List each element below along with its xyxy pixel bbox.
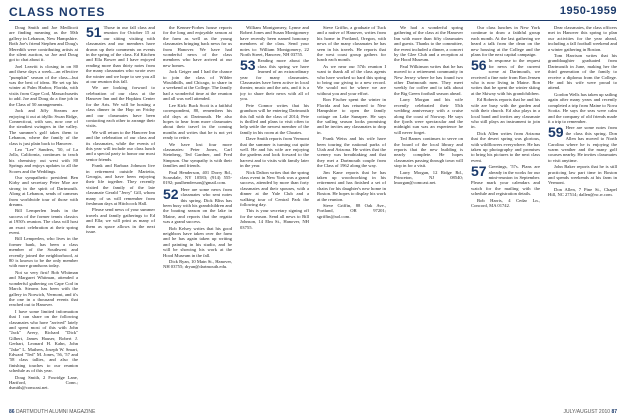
- magazine-name: DARTMOUTH ALUMNI MAGAZINE: [15, 409, 96, 415]
- class-note-text: Those in our fall class and reunion for October 15 at our sitting visiting with classmates and our members have drawn up their comments on events in the spring of the class. Ed Kitchen and Ella Bower and I have enjoyed reading more than thirty notes from the many classmates who wrote over the winter and we hope to see you all at our reunion this fall.: [86, 25, 155, 85]
- class-note-text: Bob Kelsey writes that his good neighbors have taken over the farm and he has again taken up writing and painting in his studio, and he will be showing his work at the Hood Museum in the fall.: [163, 225, 232, 258]
- header-rule: [9, 20, 617, 21]
- footer-right: [564, 409, 617, 415]
- class-note-text: Leo "Lee" Sanders, '50, of La Jolla, California, continues to teach his chemistry out west with 80 Springs and enjoys updates to all the Scores and the Weddings.: [9, 146, 78, 174]
- class-note-text: Paul Wilkinson writes that he has moved to a retirement community in New Jersey where he has found two other Dartmouth men. They meet weekly for coffee and to talk about the Big Green football season ahead.: [394, 63, 463, 96]
- class-note-paragraph: [86, 130, 155, 162]
- footer-left: [9, 409, 95, 415]
- class-note-paragraph: [471, 131, 540, 163]
- class-note-paragraph: [548, 187, 617, 198]
- class-note-paragraph: [317, 170, 386, 202]
- class-note-paragraph: [317, 97, 386, 135]
- column-4: [240, 25, 309, 405]
- class-note-text: Gordon Wells has taken up sailing again after many years and recently completed a trip from Maine to Nova Scotia. He says the seas were calm and the company of old friends made it a trip to remember.: [548, 91, 617, 124]
- class-note-text: Please send news of your summer travels and family gatherings to Ed and Ella; we will print as many of them as space allows in the next issue.: [86, 207, 155, 235]
- class-note-text: In response to the request for news of the current scene at Dartmouth, we received a fine note from Ron Jensen who is now living in Maine. Ron writes that he spent the winter skiing at the Skiway with his grandchildren.: [471, 58, 540, 96]
- column-7: [471, 25, 540, 405]
- class-note-text: Lee Kirk: Buck Scott is a faithful correspondent, 80, remembers his old days at Dartmouth. He also hopes to hear from more classmates about their travel in the coming months and writes that he is not yet ready to retire.: [163, 102, 232, 141]
- page-number-left: 86: [9, 409, 15, 415]
- class-note-paragraph: [163, 187, 232, 225]
- class-note-paragraph: [163, 69, 232, 101]
- class-note-paragraph: [317, 203, 386, 219]
- class-note-paragraph: [9, 64, 78, 107]
- class-note-text: As we near our 57th reunion I want to thank all of the class agents who have worked so hard this spring to bring our giving to a new record. We would not be where we are without you and your effort.: [317, 63, 386, 96]
- class-note-text: Larry Morgan, 12 Ridge Rd., Princeton, NJ 08540; lmorgan@comcast.net.: [394, 169, 463, 186]
- class-note-paragraph: [394, 136, 463, 168]
- class-note-text: Not so very first! Bob Whitman and Margaret Whitman, attended a wonderful gathering on Cape Cod in March. Stearns has been with the gallery in Norwich, Vermont, and it's the one in a thousand events that reached out to Hanover.: [9, 269, 78, 308]
- class-note-text: Dave Smith reports from Vermont that the summer is turning out quite well. He and his wife are enjoying the gardens and look forward to the harvest and to visits with family later in the year.: [240, 136, 309, 169]
- class-year-drop-numeral: 59: [548, 124, 564, 141]
- class-note-paragraph: [9, 236, 78, 268]
- class-note-paragraph: [86, 25, 155, 84]
- class-note-paragraph: [9, 375, 78, 391]
- class-note-paragraph: [548, 92, 617, 124]
- class-note-text: Bob Harris, 4 Cedar Ln., Concord, MA 01742.: [471, 197, 540, 208]
- class-note-text: Nick Dalton writes that the spring class event in New York was a grand success, attended by more than forty classmates and their spouses, with a dinner at the Yale Club and a walking tour of Central Park the following day.: [240, 169, 309, 207]
- class-note-text: Here are some notes from the class this spring. Don Allen has moved to North Carolina where he is enjoying the warm weather and the many golf courses nearby. He invites classmates to visit anytime.: [548, 125, 617, 163]
- class-note-text: Dick Allen writes from Arizona that the desert spring was glorious, with wildflowers everywhere. He has taken up photography and promises to bring his pictures to the next class event.: [471, 130, 540, 163]
- class-note-paragraph: [9, 208, 78, 235]
- class-note-paragraph: [548, 125, 617, 163]
- class-note-paragraph: [9, 147, 78, 174]
- page-number-right: 87: [611, 409, 617, 415]
- class-note-paragraph: [394, 170, 463, 186]
- class-note-text: Bill Lemperlen leads in the success of the former tennis classics at 1950's reunion. The class will host an exact celebration at their spring event.: [9, 208, 78, 236]
- class-note-paragraph: [394, 97, 463, 135]
- class-note-paragraph: [394, 25, 463, 63]
- class-note-paragraph: [471, 198, 540, 209]
- class-note-text: Doug Smith and Joe Medlicott are finding meaning as the 50th gallery in Lebanon, New Hampshire. Both Joe's friend Stephen and Doug's Meredith were contributing artists at the silent auction, so Joe and Doug got to chat about it.: [9, 25, 78, 63]
- class-note-paragraph: [163, 170, 232, 186]
- class-note-text: Joel Leavitt is closing in on 80 and these days a week—an effective "pumpkin" season of the class—but was the best of ideas. He set up his winter at Palm Harbor, Florida, with visits from Cape Cod, Massachusetts to add. Joe and Doug do a fine job in the Class of 50 arrangements.: [9, 63, 78, 107]
- class-note-paragraph: [9, 270, 78, 308]
- column-5: [317, 25, 386, 405]
- class-note-text: We have lost four more classmates: Peter Jones, Carl Steinberg, Ted Gardner, and Fred Simpson. Our sympathy is with their families and friends.: [163, 141, 232, 169]
- class-note-text: Bill Lemperlen, who lives in the former bank, has been a class member of the Southwest and recently joined the neighborhood, at 80 is known to be the only member with more grandsons today.: [9, 236, 78, 269]
- class-note-text: We will return to the Hanover Inn and the celebration of our class and its classmates, while the events of this year will include our class lunch and a special party to honor our most senior friends.: [86, 129, 155, 162]
- class-note-paragraph: [163, 259, 232, 270]
- column-6: [394, 25, 463, 405]
- class-note-text: This is your secretary signing off for the season. Send all news to Bill Johnson, 14 Elm St., Hanover, NH 03755.: [240, 208, 309, 230]
- class-note-paragraph: [86, 85, 155, 128]
- class-note-text: Steve Griffin, 88 Oak Ave., Portland, OR 97201; sgriffin@aol.com.: [317, 203, 386, 219]
- class-note-paragraph: [548, 164, 617, 186]
- class-note-paragraph: [9, 25, 78, 63]
- class-note-text: William Montgomery, Lynne and Robert Jones and Susan Montgomery have recently been named honorary members of the class. Send your notes to: William Montgomery, 22 North Street, Hanover, NH 03755.: [240, 25, 309, 58]
- class-note-paragraph: [394, 64, 463, 96]
- class-note-paragraph: [471, 58, 540, 96]
- class-note-text: I have some limited information that I can share on the following classmates who have "arrived" lately and spent most of this with John "Jack" Avery, Richard "Dick" Gilbert, James Hauser, Robert J. Gerhart, Leonard H. Kahn, John "Jake" L. Mathers, Joseph W. Smart, Edward "Ted" M. Jones, '56, '57 and '58 class tallies, and also the finishing touches to our reunion schedule as of this year.: [9, 308, 78, 374]
- class-note-text: Steve Griffin, a graduate of Tuck and a native of Hanover, writes from his home in Portland, Oregon, with news of the many classmates he has seen in his travels. He reports that the west coast group gathers for lunch each month.: [317, 25, 386, 63]
- class-note-paragraph: [471, 97, 540, 129]
- class-note-paragraph: [548, 53, 617, 91]
- class-note-paragraph: [9, 309, 78, 374]
- class-note-paragraph: [86, 163, 155, 206]
- column-8: [548, 25, 617, 405]
- class-note-paragraph: [163, 25, 232, 68]
- class-note-paragraph: [9, 108, 78, 146]
- issue-date: JULY/AUGUST 2010: [563, 409, 611, 415]
- class-note-text: Ted Barnes continues to serve on the board of the local library and reports that the new building is nearly complete. He hopes classmates passing through town will stop in for a visit.: [394, 136, 463, 169]
- class-note-paragraph: [317, 136, 386, 168]
- class-note-paragraph: [548, 25, 617, 52]
- class-note-paragraph: [240, 136, 309, 168]
- class-note-text: Our sympathetic president Ben Kirby and secretary Peter Moe are strong in the spirit of Dartmouth. Along at Lebanon, sends of cameras from worldwide tour of those with dreams.: [9, 174, 78, 207]
- class-note-paragraph: [240, 58, 309, 101]
- class-year-drop-numeral: 51: [86, 25, 102, 40]
- class-note-text: Frank Weiss and his wife have been touring the national parks of Utah and Arizona. He writes that the scenery was breathtaking and that they met a Dartmouth couple from the Class of 1962 along the way.: [317, 136, 386, 169]
- section-title: CLASS NOTES: [9, 5, 106, 19]
- class-note-text: We are looking forward to celebration of our class at the Hanover Inn and the Hopkins Center for the Arts. We will be hosting a class dinner in the Hop on Friday and our classmates have been contacting each other to arrange their visits.: [86, 85, 155, 129]
- class-note-text: Doug Smith, 2 Foxridge Lane, Hartford, Conn.; dsmith@comcast.net.: [9, 374, 78, 391]
- class-note-text: Pete Connor writes that his grandson will be entering Dartmouth this fall with the class of 2014; Pete is thrilled and plans to visit often to help settle the newest member of the family in his room at the Choates.: [240, 102, 309, 135]
- class-note-paragraph: [240, 170, 309, 208]
- class-note-text: Dear classmates, the class officers met in Hanover this spring to plan our activities for the year ahead, including a fall football weekend and a winter gathering in Boston.: [548, 25, 617, 52]
- class-note-paragraph: [471, 25, 540, 57]
- class-note-text: Jim Kane reports that he has taken up woodworking in his retirement and has finished a set of chairs for his daughter's new home in Boston. He hopes to display his work at the reunion.: [317, 169, 386, 202]
- class-note-text: Reading more about the class this spring we have learned of an extraordinary year for many classmates. Classmates have been active in local theater, music and the arts, and it is a joy to share their news with all of you.: [240, 58, 309, 102]
- class-note-text: Jack and Jiffy Stearns are enjoying it out at idyllic Swan Ridge, Connecticut, with son, now one of the steadiest swingers in the valley. The summer's golf takes them to Lebanon, where the family of the class is just plain back to Hanover.: [9, 108, 78, 146]
- class-note-text: the Kenner-Forbes house reports for the long and enjoyable season at the farm as well as the young classmates bringing back news for us from Hanover. We have had wonderful news of the class members who have arrived at our new homes.: [163, 25, 232, 68]
- class-note-paragraph: [317, 25, 386, 63]
- class-note-text: We had a wonderful spring gathering of the class at the Hanover Inn with more than fifty classmates and guests. Thanks to the committee, the event included a dinner, a concert by the Glee Club and a reception at the Hood Museum.: [394, 25, 463, 63]
- class-note-text: Ed Roberts reports that he and his wife are busy with the garden and with their church. Ed also plays in a local band and invites any classmate who still plays an instrument to join in.: [471, 97, 540, 130]
- class-year-drop-numeral: 53: [240, 57, 256, 74]
- class-note-text: Jack Geiger and I had the chance to join the class of Wilder Wouldhills, and Chicago, to share in a weekend at the College. The family had a wonderful time at the reunion and all was well attended.: [163, 69, 232, 102]
- class-note-paragraph: [240, 208, 309, 230]
- class-note-paragraph: [240, 25, 309, 57]
- column-2: [86, 25, 155, 405]
- class-note-paragraph: [163, 142, 232, 169]
- class-note-paragraph: [163, 103, 232, 141]
- column-3: [163, 25, 232, 405]
- column-1: [9, 25, 78, 405]
- class-note-paragraph: [317, 64, 386, 96]
- class-note-text: Our class lunches in New York continue to draw a faithful group each month. At the last gathering we heard a talk from the dean on the new housing at the College and the plans for the next capital campaign.: [471, 25, 540, 58]
- class-year-range: 1950-1959: [559, 5, 617, 17]
- class-year-drop-numeral: 56: [471, 57, 487, 74]
- class-note-paragraph: [471, 164, 540, 196]
- class-note-text: Larry Morgan and his wife recently celebrated their 55th wedding anniversary with a cruise along the coast of Norway. He says the fjords were spectacular and the midnight sun was an experience he will never forget.: [394, 97, 463, 135]
- class-note-paragraph: [86, 207, 155, 234]
- page-footer: [9, 408, 617, 418]
- class-note-text: John Baker reports that he is still practicing law part time in Boston and spends weekends at his farm in Vermont.: [548, 164, 617, 186]
- class-note-text: Don Allen, 7 Pine St., Chapel Hill, NC 27514; dallen@nc.rr.com.: [548, 186, 617, 198]
- class-year-drop-numeral: 52: [163, 185, 179, 202]
- class-note-paragraph: [9, 175, 78, 207]
- class-note-paragraph: [240, 103, 309, 135]
- class-note-text: Tom Harrison writes that his granddaughter graduated from Dartmouth in June, making her the third generation of the family to receive a diploma from the College. He and his wife were proud to attend.: [548, 53, 617, 91]
- class-note-text: Here are some news from classmates who sent notes this spring. Dick Bliss has been busy with his grandchildren and the boating season on the lake in Maine, and reports that the regatta was a grand success.: [163, 186, 232, 225]
- class-year-drop-numeral: 57: [471, 163, 487, 180]
- class-note-text: Paul Henderson, 401 Dorry Rd., Scarsdale, NY 10583; (914) 555-0192; paulhenderson@gmail.com.: [163, 169, 232, 186]
- class-note-text: Frank and Barbara Johnson live in retirement outside Marietta, Georgia, and have been enjoying their life together. They recently visited the family of the late classmate Gerald "Jerry" Gill, whom many of us will remember from freshman days at Hitchcock Hall.: [86, 163, 155, 206]
- class-note-text: Ron Fischer spent the winter in Florida and has returned to New Hampshire to open the family cottage on Lake Sunapee. He says the sailing season looks promising and he invites any classmates to drop in.: [317, 97, 386, 135]
- class-note-text: Greetings, '57s. Plans are already in the works for our mini-reunion in September. Please mark your calendars and watch for the mailing with the schedule and registration details.: [471, 164, 540, 197]
- notes-columns: [9, 25, 617, 405]
- class-note-text: Dick Ryan, 10 Main St., Hanover, NH 03755; dryan@dartmouth.edu.: [163, 259, 232, 270]
- page-header: [0, 0, 626, 22]
- class-note-paragraph: [163, 226, 232, 258]
